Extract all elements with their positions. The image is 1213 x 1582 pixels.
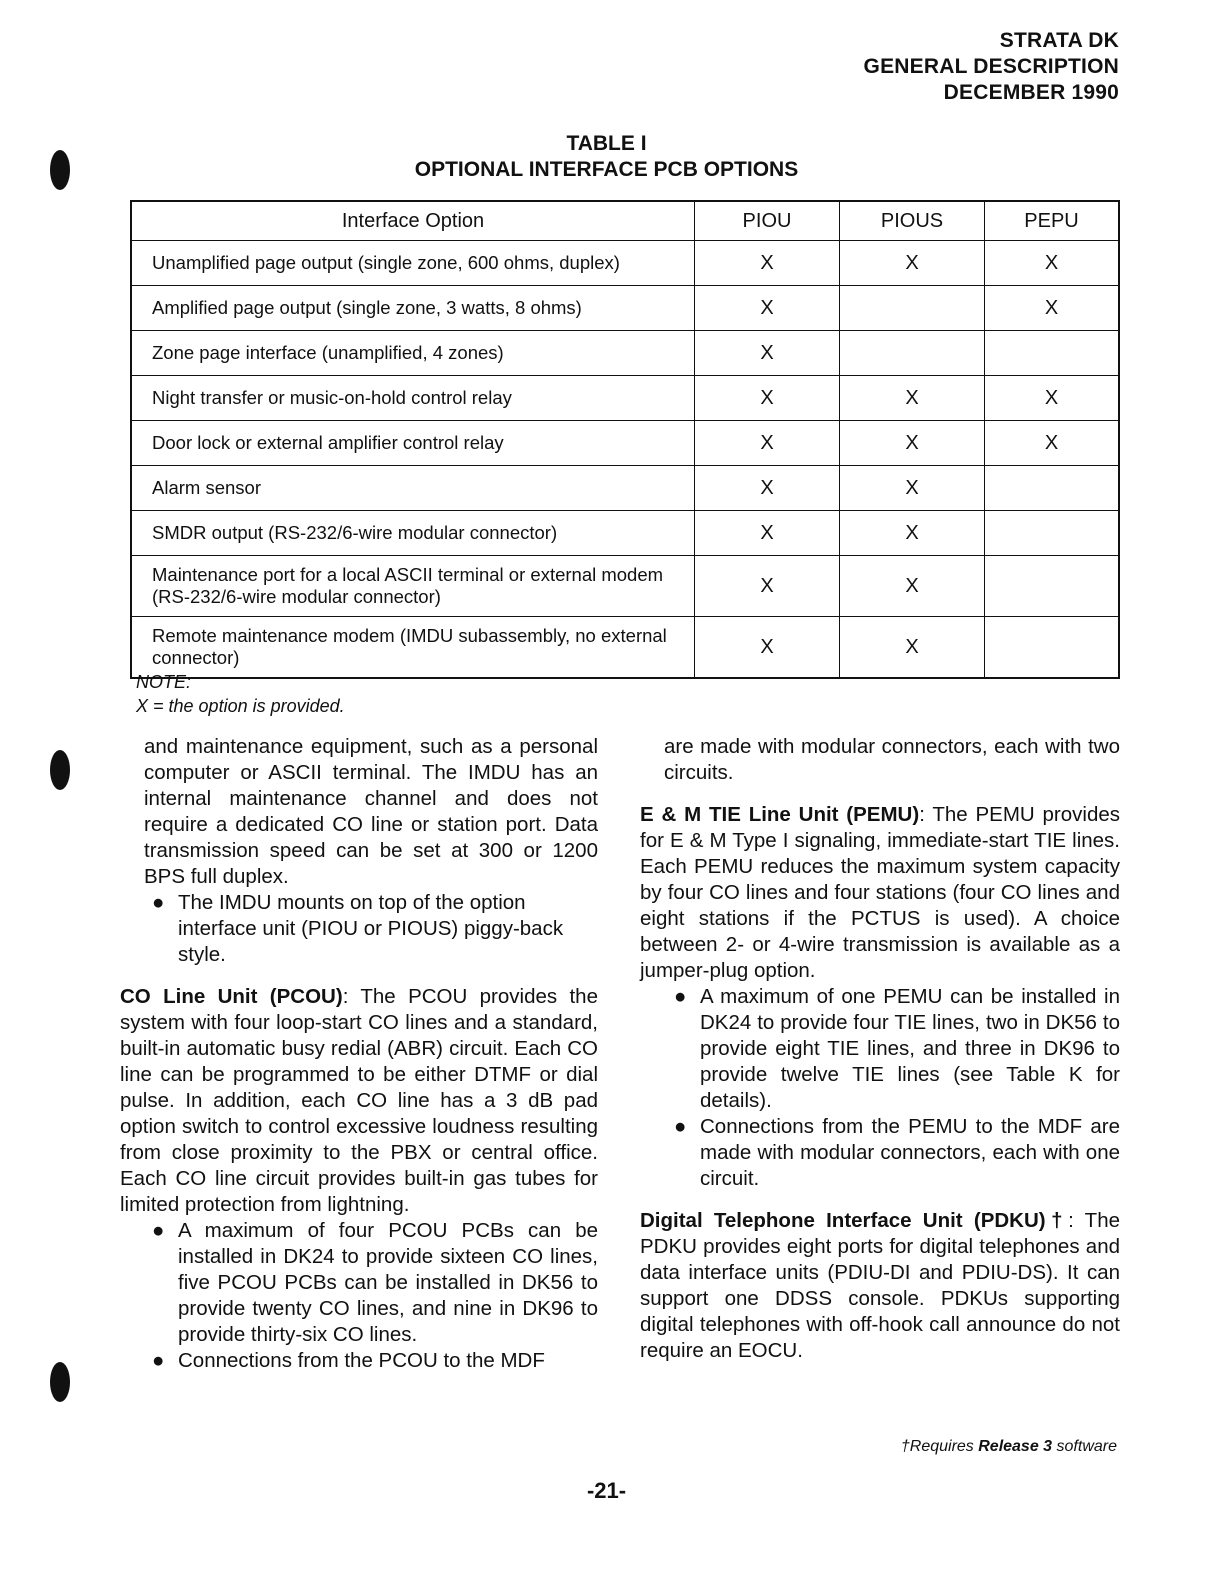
column-header: PIOU (695, 201, 840, 241)
punch-hole (50, 1362, 70, 1402)
table-cell: Zone page interface (unamplified, 4 zones) (131, 331, 695, 376)
section-paragraph (120, 984, 598, 1218)
section-paragraph (640, 802, 1120, 984)
table-caption: OPTIONAL INTERFACE PCB OPTIONS (414, 158, 799, 181)
paragraph: are made with modular connectors, each with two circuits. (664, 735, 1120, 784)
table-cell (985, 466, 1120, 511)
table-cell (985, 331, 1120, 376)
table-cell: X (695, 466, 840, 511)
table-cell: X (985, 241, 1120, 286)
bullet-item (120, 1348, 598, 1374)
table-cell: Alarm sensor (131, 466, 695, 511)
table-cell: X (985, 421, 1120, 466)
note-label: NOTE: (136, 672, 192, 692)
table-cell: Unamplified page output (single zone, 600 ohms, duplex) (131, 241, 695, 286)
table-cell: X (695, 556, 840, 617)
right-column (640, 734, 1120, 1364)
table-cell: Night transfer or music-on-hold control relay (131, 376, 695, 421)
table-cell: X (985, 376, 1120, 421)
table-cell: X (840, 376, 985, 421)
header-date: DECEMBER 1990 (943, 81, 1119, 104)
bullet-text: A maximum of one PEMU can be installed in DK24 to provide four TIE lines, two in DK56 to provide eight TIE lines, and three in DK96 to provide twelve TIE lines (see Table K for details). (700, 985, 1120, 1112)
table-cell: X (840, 556, 985, 617)
bullet-text: The IMDU mounts on top of the option interface unit (PIOU or PIOUS) piggy-back style. (178, 891, 564, 966)
table-note (136, 670, 345, 718)
table-cell: Door lock or external amplifier control relay (131, 421, 695, 466)
bullet-item (640, 1114, 1120, 1192)
column-header: PEPU (985, 201, 1120, 241)
bullet-icon: ● (152, 1349, 165, 1372)
table-cell: X (695, 421, 840, 466)
document-header (864, 28, 1119, 106)
header-title: GENERAL DESCRIPTION (863, 55, 1119, 78)
table-row (131, 511, 1119, 556)
table-row (131, 421, 1119, 466)
section-text: : The PCOU provides the system with four loop-start CO lines and a standard, built-in automatic busy redial (ABR) circuit. Each CO line can be programmed to be either DTMF or dial pulse. In addition, each CO line has a 3 dB pad option switch to control excessive loudness resulting from close proximity to the PBX or central office. Each CO line circuit provides built-in gas tubes for limited protection from lightning. (120, 985, 598, 1216)
table-cell: SMDR output (RS-232/6-wire modular connector) (131, 511, 695, 556)
table-row (131, 331, 1119, 376)
section-text: : The PDKU provides eight ports for digital telephones and data interface units (PDIU-DI and PDIU-DS). It can support one DDSS console. PDKUs supporting digital telephones with off-hook call announce do not require an EOCU. (640, 1209, 1120, 1362)
table-row (131, 241, 1119, 286)
table-cell: Amplified page output (single zone, 3 watts, 8 ohms) (131, 286, 695, 331)
bullet-item (120, 1218, 598, 1348)
table-cell: X (695, 286, 840, 331)
table-cell: X (840, 617, 985, 679)
table-cell: X (840, 241, 985, 286)
footnote (901, 1438, 1117, 1456)
table-cell: X (840, 421, 985, 466)
table-cell (985, 556, 1120, 617)
table-cell: X (695, 511, 840, 556)
footnote-suffix: software (1052, 1438, 1117, 1455)
table-cell (840, 331, 985, 376)
table-row (131, 286, 1119, 331)
bullet-icon: ● (152, 891, 165, 914)
section-heading: CO Line Unit (PCOU) (120, 985, 343, 1008)
table-cell (985, 511, 1120, 556)
bullet-item (640, 984, 1120, 1114)
table-row (131, 617, 1119, 679)
table-cell (985, 617, 1120, 679)
table-cell (840, 286, 985, 331)
note-text: X = the option is provided. (136, 696, 345, 716)
punch-hole (50, 750, 70, 790)
bullet-item (120, 890, 598, 968)
left-column (120, 734, 598, 1374)
table-cell: Remote maintenance modem (IMDU subassembly, no external connector) (131, 617, 695, 679)
table-cell: X (695, 617, 840, 679)
bullet-text: Connections from the PCOU to the MDF (178, 1349, 545, 1372)
table-cell: X (840, 511, 985, 556)
table-row (131, 376, 1119, 421)
table-cell: Maintenance port for a local ASCII terminal or external modem (RS-232/6-wire modular connector) (131, 556, 695, 617)
bullet-icon: ● (674, 1115, 687, 1138)
section-text: : The PEMU provides for E & M Type I signaling, immediate-start TIE lines. Each PEMU reduces the maximum system capacity by four CO lines and four stations (four CO lines and eight stations if the PCTUS is used). A choice between 2- or 4-wire transmission is available as a jumper-plug option. (640, 803, 1121, 982)
table-cell: X (695, 376, 840, 421)
table-cell: X (840, 466, 985, 511)
bullet-icon: ● (152, 1219, 165, 1242)
paragraph: and maintenance equipment, such as a personal computer or ASCII terminal. The IMDU has an internal maintenance channel and does not require a dedicated CO line or station port. Data transmission speed can be set at 300 or 1200 BPS full duplex. (144, 735, 598, 888)
footnote-release: Release 3 (978, 1438, 1053, 1455)
bullet-text: Connections from the PEMU to the MDF are made with modular connectors, each with one circuit. (700, 1115, 1120, 1190)
table-header-row (131, 201, 1119, 241)
column-header: Interface Option (131, 201, 695, 241)
table-number: TABLE I (566, 132, 647, 155)
page-number: -21- (586, 1478, 627, 1503)
bullet-text: A maximum of four PCOU PCBs can be installed in DK24 to provide sixteen CO lines, five PCOU PCBs can be installed in DK56 to provide twenty CO lines, and nine in DK96 to provide thirty-six CO lines. (178, 1219, 598, 1346)
footnote-prefix: †Requires (900, 1438, 979, 1455)
section-heading: E & M TIE Line Unit (PEMU) (640, 803, 920, 826)
column-header: PIOUS (840, 201, 985, 241)
header-product: STRATA DK (999, 29, 1119, 52)
section-heading: Digital Telephone Interface Unit (PDKU)† (640, 1209, 1069, 1232)
table-cell: X (985, 286, 1120, 331)
table-row (131, 556, 1119, 617)
table-cell: X (695, 331, 840, 376)
options-table (130, 200, 1120, 679)
bullet-icon: ● (674, 985, 687, 1008)
section-paragraph (640, 1208, 1120, 1364)
table-title (0, 131, 1213, 183)
table-row (131, 466, 1119, 511)
table-cell: X (695, 241, 840, 286)
